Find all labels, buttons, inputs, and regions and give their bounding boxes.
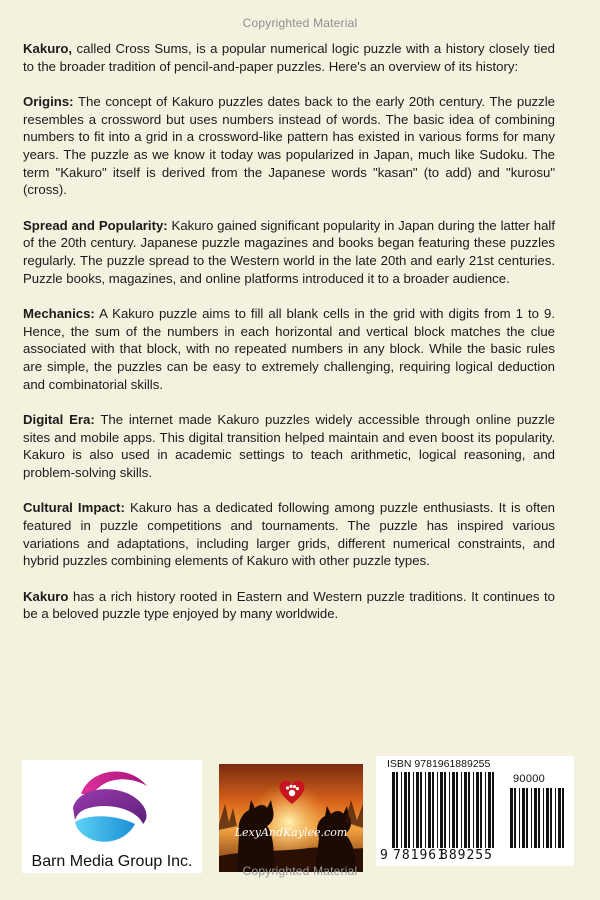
barcode-bar (413, 772, 414, 848)
dogs-sunset-photo (219, 764, 363, 872)
barcode-bar (522, 788, 525, 848)
barcode-bar (538, 788, 540, 848)
barcode-bar (416, 772, 419, 848)
barcode-bar (440, 772, 443, 848)
section-digital-era (23, 411, 555, 481)
publisher-name: Barn Media Group Inc. (31, 853, 193, 870)
barcode-bar (468, 772, 470, 848)
intro-text: called Cross Sums, is a popular numerical logic puzzle with a history closely tied to the broader tradition of pencil-and-paper puzzles. Here's an overview of its history: (23, 41, 555, 74)
barcode-bar (404, 772, 407, 848)
barcode-bar (510, 788, 513, 848)
price-code: 90000 (513, 773, 546, 785)
section-heading: Origins: (23, 94, 74, 110)
barcode-bar (519, 788, 520, 848)
isbn-label: ISBN 9781961889255 (387, 758, 491, 770)
barcode-bar (392, 772, 395, 848)
intro-lead: Kakuro, (23, 41, 73, 56)
barcode-bar (428, 772, 431, 848)
section-text: The internet made Kakuro puzzles widely accessible through online puzzle sites and mobile apps. This digital transition helped maintain and even boost its popularity. Kakuro is also used in academic settings to teach arithmetic, logical reasoning, and problem-solving skills. (23, 412, 556, 480)
section-text: Kakuro has a dedicated following among puzzle enthusiasts. It is often featured in puzzle competitions and tournaments. The puzzle has inspired various variations and adaptations, including larger grids, different numerical constraints, and hybrid puzzles combining elements of Kakuro with other puzzle types. (23, 500, 555, 569)
barcode-bar (420, 772, 422, 848)
barcode-bar (492, 772, 494, 848)
intro-paragraph (23, 40, 555, 75)
publisher-logo (22, 760, 202, 873)
isbn-digits-right: 889255 (440, 848, 493, 863)
section-spread (23, 217, 555, 287)
paw-heart-icon (277, 778, 307, 806)
section-heading: Mechanics: (23, 306, 95, 322)
barcode-bar (456, 772, 458, 848)
section-cultural-impact (23, 499, 555, 569)
barcode-bar (488, 772, 491, 848)
section-text: The concept of Kakuro puzzles dates back to the early 20th century. The puzzle resembles a crossword but uses numbers instead of words. The basic idea of combining numbers to fit into a grid in a crossword-like pattern has existed in various forms for many years. The puzzle as we know it today was popularized in Japan, much like Sudoku. The term "Kakuro" itself is derived from the Japanese words "kasan" (to add) and "kurosu" (cross). (23, 94, 555, 198)
barcode-bar (473, 772, 474, 848)
section-heading: Spread and Popularity: (23, 217, 168, 233)
barcode-bar (480, 772, 482, 848)
barcode-bar (526, 788, 528, 848)
barcode-bar (534, 788, 537, 848)
barcode-bar (546, 788, 549, 848)
section-origins (23, 93, 555, 199)
barcode-bar (476, 772, 479, 848)
section-heading: Digital Era: (23, 412, 95, 428)
barcode-bar (432, 772, 434, 848)
barcode-bar (461, 772, 462, 848)
barcode-bar (449, 772, 450, 848)
watermark-top: Copyrighted Material (242, 16, 358, 30)
barcode-bar (396, 772, 398, 848)
barcode-bar (543, 788, 544, 848)
website-caption: LexyAndKaylee.com (234, 826, 348, 839)
barcode-bar (444, 772, 446, 848)
section-mechanics (23, 305, 555, 393)
section-heading: Cultural Impact: (23, 500, 125, 516)
barcode-bar (425, 772, 426, 848)
section-conclusion (23, 588, 555, 623)
barcode-bar (452, 772, 455, 848)
isbn-digits-left: 781961 (393, 848, 446, 863)
barcode-bar (408, 772, 410, 848)
watermark-bottom: Copyrighted Material (242, 864, 358, 878)
section-heading: Kakuro (23, 588, 69, 604)
barcode-bar (464, 772, 467, 848)
swirl-sphere-logo-icon (67, 764, 157, 852)
isbn-barcode (376, 756, 574, 866)
barcode-bar (401, 772, 402, 848)
barcode-bar (562, 788, 564, 848)
barcode-bar (558, 788, 561, 848)
barcode-bar (437, 772, 438, 848)
section-text: A Kakuro puzzle aims to fill all blank cells in the grid with digits from 1 to 9. Hence, the sum of the numbers in each horizontal and vertical block matches the clue associated with that block, with no repeated numbers in any block. While the basic rules are simple, the puzzles can be easy to extremely challenging, requiring logical deduction and combinatorial skills. (23, 306, 555, 392)
barcode-bar (531, 788, 532, 848)
barcode-bar (514, 788, 516, 848)
section-text: has a rich history rooted in Eastern and Western puzzle traditions. It continues to be a beloved puzzle type enjoyed by many worldwide. (23, 588, 555, 622)
back-cover-text (23, 40, 555, 641)
isbn-digit-prefix: 9 (380, 848, 389, 863)
barcode-bar (550, 788, 552, 848)
barcode-bar (555, 788, 556, 848)
section-text: Kakuro gained significant popularity in Japan during the latter half of the 20th century. Japanese puzzle magazines and books began featuring these puzzles regularly. The puzzle spread to the Western world in the late 20th and early 21st centuries. Puzzle books, magazines, and online platforms introduced it to a broader audience. (23, 217, 555, 286)
barcode-bar (485, 772, 486, 848)
